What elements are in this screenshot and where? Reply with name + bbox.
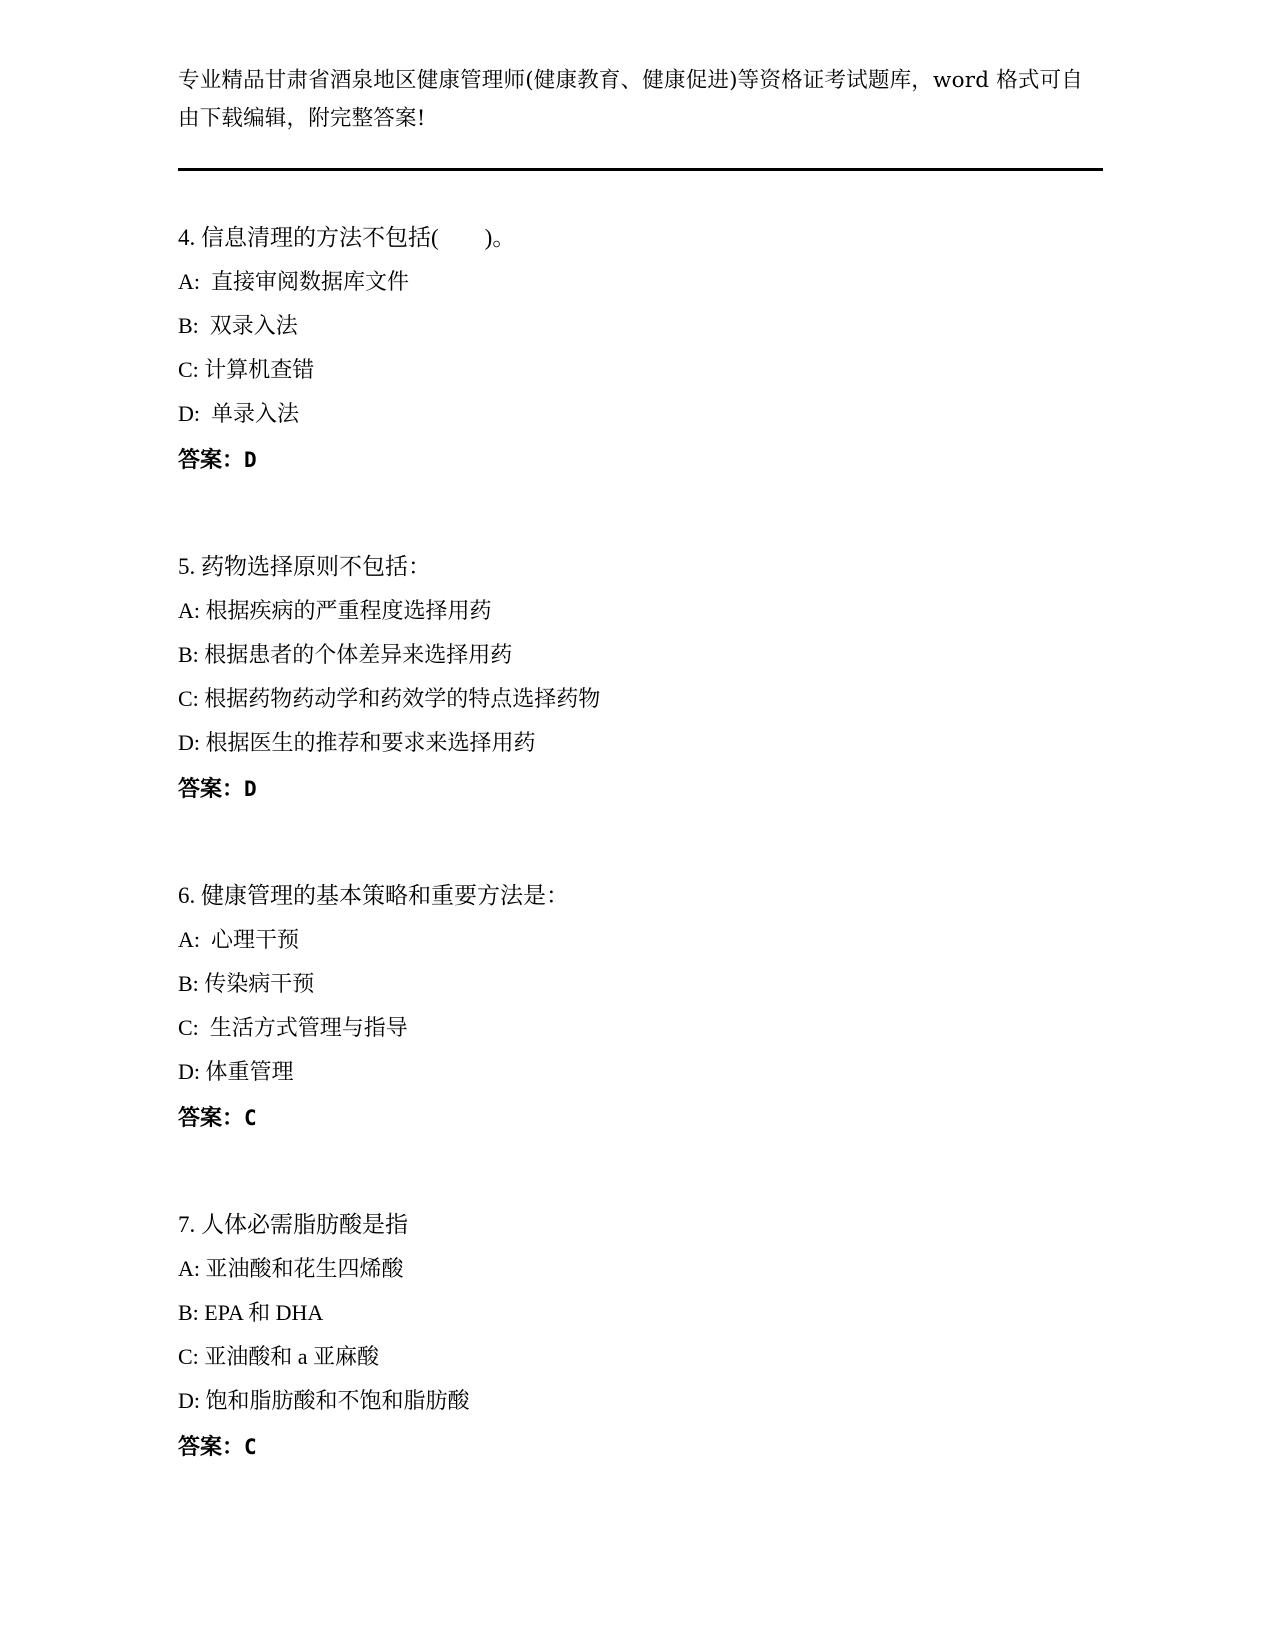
question-option: C: 根据药物药动学和药效学的特点选择药物	[178, 686, 601, 711]
question-option: C: 计算机查错	[178, 357, 315, 382]
question-option: C: 亚油酸和 a 亚麻酸	[178, 1344, 380, 1369]
question-option: B: 双录入法	[178, 313, 298, 338]
question-option: D: 饱和脂肪酸和不饱和脂肪酸	[178, 1388, 470, 1413]
question-item	[178, 215, 1103, 482]
answer-label: 答案：	[178, 447, 245, 473]
question-answer	[178, 1425, 1103, 1469]
question-option: B: 传染病干预	[178, 971, 315, 996]
answer-value: D	[244, 777, 257, 801]
question-option: A: 直接审阅数据库文件	[178, 269, 410, 294]
header-divider	[178, 168, 1103, 171]
answer-label: 答案：	[178, 776, 245, 802]
question-stem: 6. 健康管理的基本策略和重要方法是：	[178, 883, 569, 908]
question-option: A: 亚油酸和花生四烯酸	[178, 1256, 404, 1281]
question-option: D: 单录入法	[178, 401, 300, 426]
answer-value: D	[244, 448, 257, 472]
answer-value: C	[244, 1435, 257, 1459]
question-option: C: 生活方式管理与指导	[178, 1015, 408, 1040]
question-option: D: 根据医生的推荐和要求来选择用药	[178, 730, 536, 755]
question-list	[178, 215, 1103, 1469]
question-stem: 5. 药物选择原则不包括：	[178, 554, 431, 579]
question-option: B: EPA 和 DHA	[178, 1300, 324, 1325]
question-answer	[178, 438, 1103, 482]
question-option: A: 心理干预	[178, 927, 300, 952]
question-stem: 7. 人体必需脂肪酸是指	[178, 1212, 408, 1237]
question-option: A: 根据疾病的严重程度选择用药	[178, 598, 492, 623]
answer-value: C	[244, 1106, 257, 1130]
question-stem: 4. 信息清理的方法不包括( )。	[178, 225, 516, 250]
question-answer	[178, 1096, 1103, 1140]
document-content	[178, 62, 1103, 1469]
document-header-note: 专业精品甘肃省酒泉地区健康管理师(健康教育、健康促进)等资格证考试题库，word 格式可自由下载编辑，附完整答案!	[178, 68, 1084, 131]
question-item	[178, 873, 1103, 1140]
answer-label: 答案：	[178, 1434, 245, 1460]
question-item	[178, 544, 1103, 811]
question-option: D: 体重管理	[178, 1059, 294, 1084]
question-option: B: 根据患者的个体差异来选择用药	[178, 642, 513, 667]
question-answer	[178, 767, 1103, 811]
question-item	[178, 1202, 1103, 1469]
answer-label: 答案：	[178, 1105, 245, 1131]
